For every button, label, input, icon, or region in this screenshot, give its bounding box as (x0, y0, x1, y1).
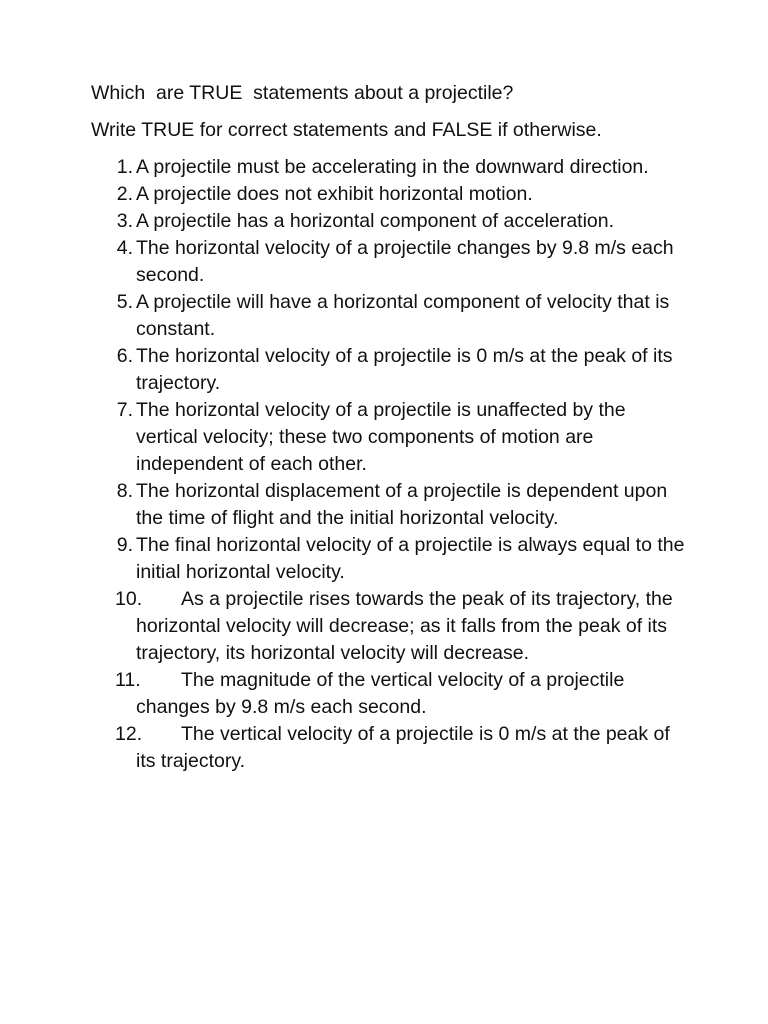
list-item (91, 667, 691, 721)
statement-list (91, 154, 691, 775)
item-text: A projectile must be accelerating in the downward direction. (136, 156, 649, 178)
item-number: 9. (116, 534, 133, 556)
list-item (91, 586, 691, 667)
list-item (91, 181, 691, 208)
item-text: A projectile has a horizontal component of acceleration. (136, 210, 615, 232)
item-number: 7. (116, 399, 133, 421)
item-number: 5. (116, 291, 133, 313)
list-item (91, 478, 691, 532)
list-item (91, 721, 691, 775)
list-item (91, 532, 691, 586)
document-body (91, 80, 691, 775)
instructions-text: Write TRUE for correct statements and FALSE if otherwise. (91, 119, 602, 141)
item-text: The final horizontal velocity of a projectile is always equal to the initial horizontal velocity. (136, 534, 685, 583)
list-item (91, 208, 691, 235)
item-number: 2. (116, 183, 133, 205)
item-number: 11. (115, 669, 141, 691)
item-text: The horizontal velocity of a projectile changes by 9.8 m/s each second. (136, 237, 674, 286)
item-text: The vertical velocity of a projectile is 0 m/s at the peak of its trajectory. (136, 723, 670, 772)
list-item (91, 397, 691, 478)
item-text: As a projectile rises towards the peak of its trajectory, the horizontal velocity will decrease; as it falls from the peak of its trajectory, its horizontal velocity will decrease. (136, 588, 673, 664)
list-item (91, 289, 691, 343)
item-number: 4. (116, 237, 133, 259)
item-number: 8. (116, 480, 133, 502)
item-text: The horizontal displacement of a projectile is dependent upon the time of flight and the initial horizontal velocity. (136, 480, 668, 529)
item-text: A projectile will have a horizontal component of velocity that is constant. (136, 291, 670, 340)
list-item (91, 154, 691, 181)
item-text: A projectile does not exhibit horizontal motion. (136, 183, 533, 205)
item-text: The magnitude of the vertical velocity of a projectile changes by 9.8 m/s each second. (136, 669, 625, 718)
item-number: 3. (116, 210, 133, 232)
item-number: 12. (115, 723, 143, 745)
item-number: 10. (115, 588, 143, 610)
item-text: The horizontal velocity of a projectile is unaffected by the vertical velocity; these two components of motion are independent of each other. (136, 399, 626, 475)
list-item (91, 235, 691, 289)
item-text: The horizontal velocity of a projectile is 0 m/s at the peak of its trajectory. (136, 345, 673, 394)
item-number: 1. (116, 156, 133, 178)
question-title: Which are TRUE statements about a projectile? (91, 82, 514, 104)
list-item (91, 343, 691, 397)
item-number: 6. (116, 345, 133, 367)
